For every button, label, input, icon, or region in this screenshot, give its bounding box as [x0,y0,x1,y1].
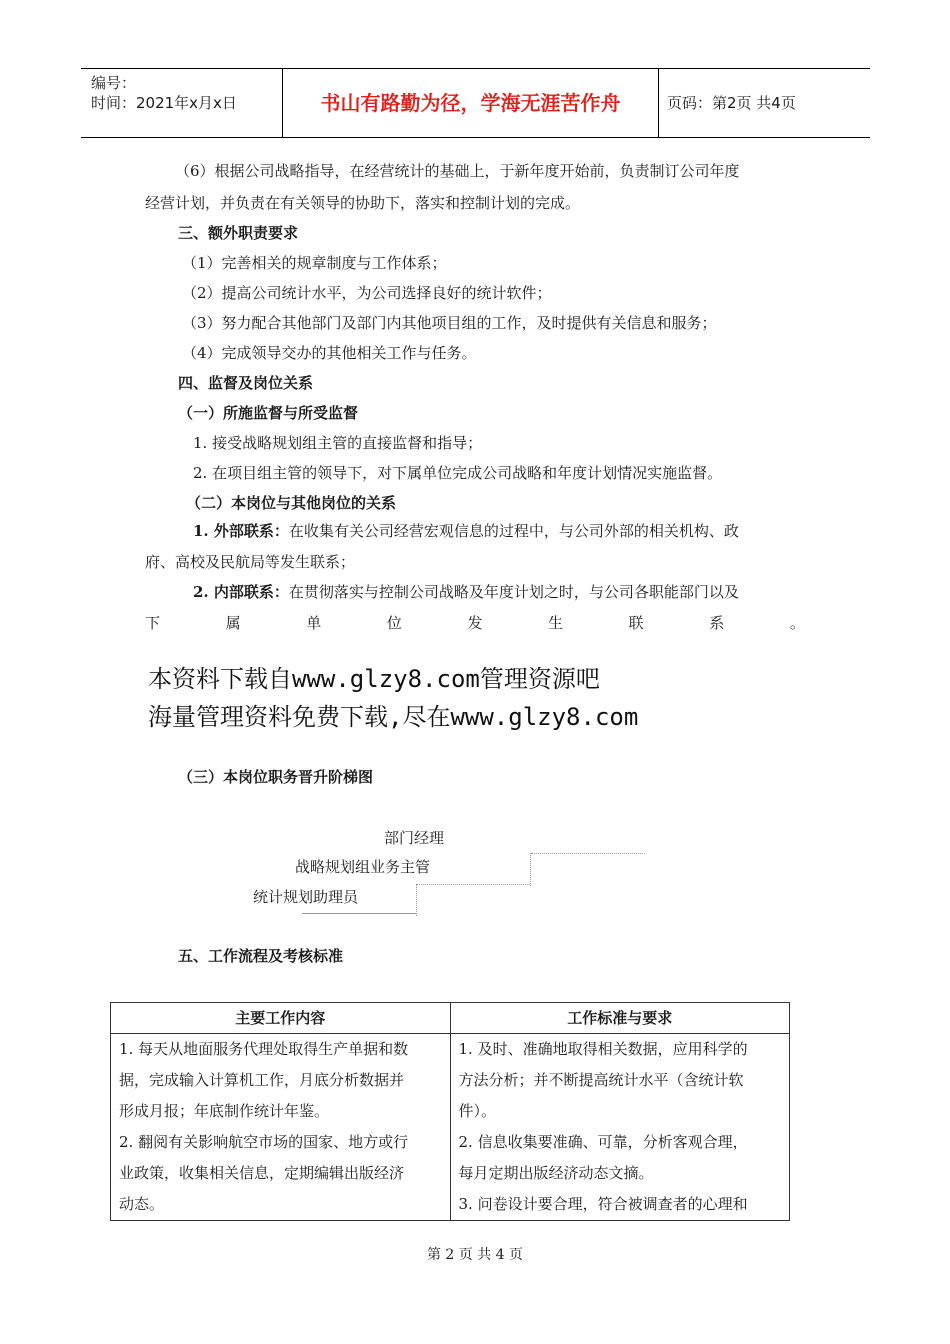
promo-line-2: 海量管理资料免费下载,尽在www.glzy8.com [148,703,639,731]
table-cell-main-work [111,1034,451,1221]
promo-line-1: 本资料下载自www.glzy8.com管理资源吧 [148,665,600,693]
external-contact-text: 在收集有关公司经营宏观信息的过程中，与公司外部的相关机构、政 [288,522,739,540]
header-number-label: 编号： [91,74,137,92]
table-header-row [111,1003,790,1034]
cell-line: 件）。 [458,1102,497,1120]
cell-line: 据，完成输入计算机工作，月底分析数据并 [119,1071,405,1089]
justified-char: 位 [386,614,402,632]
section-3-item: （2）提高公司统计水平，为公司选择良好的统计软件； [182,284,552,302]
cell-line: 方法分析；并不断提高统计水平（含统计软 [458,1071,744,1089]
ladder-title: （三）本岗位职务晋升阶梯图 [178,768,374,786]
ladder-step-line [416,884,530,885]
section-3-item: （3）努力配合其他部门及部门内其他项目组的工作，及时提供有关信息和服务； [182,314,717,332]
header-page-info: 页码：第2页 共4页 [667,94,796,112]
ladder-level-top: 部门经理 [384,829,445,847]
subsection-1-title: （一）所施监督与所受监督 [178,404,359,422]
ladder-step-line [302,913,416,914]
page-footer: 第 2 页 共 4 页 [426,1247,524,1263]
subsection-1-item: 1. 接受战略规划组主管的直接监督和指导； [193,434,483,452]
ladder-level-low: 统计规划助理员 [253,888,359,906]
external-contact-line-2: 府、高校及民航局等发生联系； [145,553,356,571]
section-3-title: 三、额外职责要求 [178,224,299,242]
justified-char: 属 [225,614,241,632]
table-cell-standards [450,1034,790,1221]
external-contact-line-1 [193,521,739,541]
justified-char: 。 [789,614,805,632]
header-meta [81,69,282,137]
justified-char: 联 [628,614,644,632]
cell-line: 2. 信息收集要准确、可靠，分析客观合理， [458,1133,748,1151]
cell-line: 3. 问卷设计要合理，符合被调查者的心理和 [458,1195,748,1213]
justified-char: 生 [548,614,564,632]
cell-line: 业政策，收集相关信息，定期编辑出版经济 [119,1164,405,1182]
section-4-title: 四、监督及岗位关系 [178,374,314,392]
table-header-main-work: 主要工作内容 [111,1003,451,1034]
paragraph-6-line-2: 经营计划，并负责在有关领导的协助下，落实和控制计划的完成。 [145,194,581,212]
internal-contact-line-1 [193,582,739,602]
internal-contact-line-2 [145,613,805,633]
cell-line: 2. 翻阅有关影响航空市场的国家、地方或行 [119,1133,409,1151]
subsection-1-item: 2. 在项目组主管的领导下，对下属单位完成公司战略和年度计划情况实施监督。 [193,464,723,482]
section-5-title: 五、工作流程及考核标准 [178,947,344,965]
section-3-item: （4）完成领导交办的其他相关工作与任务。 [182,344,477,362]
section-3-item: （1）完善相关的规章制度与工作体系； [182,254,447,272]
cell-line: 动态。 [119,1195,165,1213]
page-header [81,68,870,138]
external-contact-label: 1. 外部联系： [193,522,289,540]
workflow-table [110,1002,790,1221]
cell-line: 每月定期出版经济动态文摘。 [458,1164,654,1182]
justified-char: 下 [145,614,161,632]
cell-line: 1. 及时、准确地取得相关数据，应用科学的 [458,1040,748,1058]
justified-char: 发 [467,614,483,632]
paragraph-6-line-1: （6）根据公司战略指导，在经营统计的基础上，于新年度开始前，负责制订公司年度 [175,162,740,180]
subsection-2-title: （二）本岗位与其他岗位的关系 [186,494,397,512]
cell-line: 形成月报；年底制作统计年鉴。 [119,1102,330,1120]
cell-line: 1. 每天从地面服务代理处取得生产单据和数 [119,1040,409,1058]
internal-contact-label: 2. 内部联系： [193,583,289,601]
internal-contact-text: 在贯彻落实与控制公司战略及年度计划之时，与公司各职能部门以及 [288,583,739,601]
ladder-level-mid: 战略规划组业务主管 [295,858,431,876]
table-header-standards: 工作标准与要求 [450,1003,790,1034]
header-motto: 书山有路勤为径，学海无涯苦作舟 [320,91,621,115]
ladder-step-line [531,853,645,854]
header-time-label: 时间：2021年x月x日 [91,94,237,112]
justified-char: 系 [709,614,725,632]
ladder-step-line [530,853,531,886]
table-row [111,1034,790,1221]
ladder-step-line [416,884,417,916]
justified-char: 单 [306,614,322,632]
